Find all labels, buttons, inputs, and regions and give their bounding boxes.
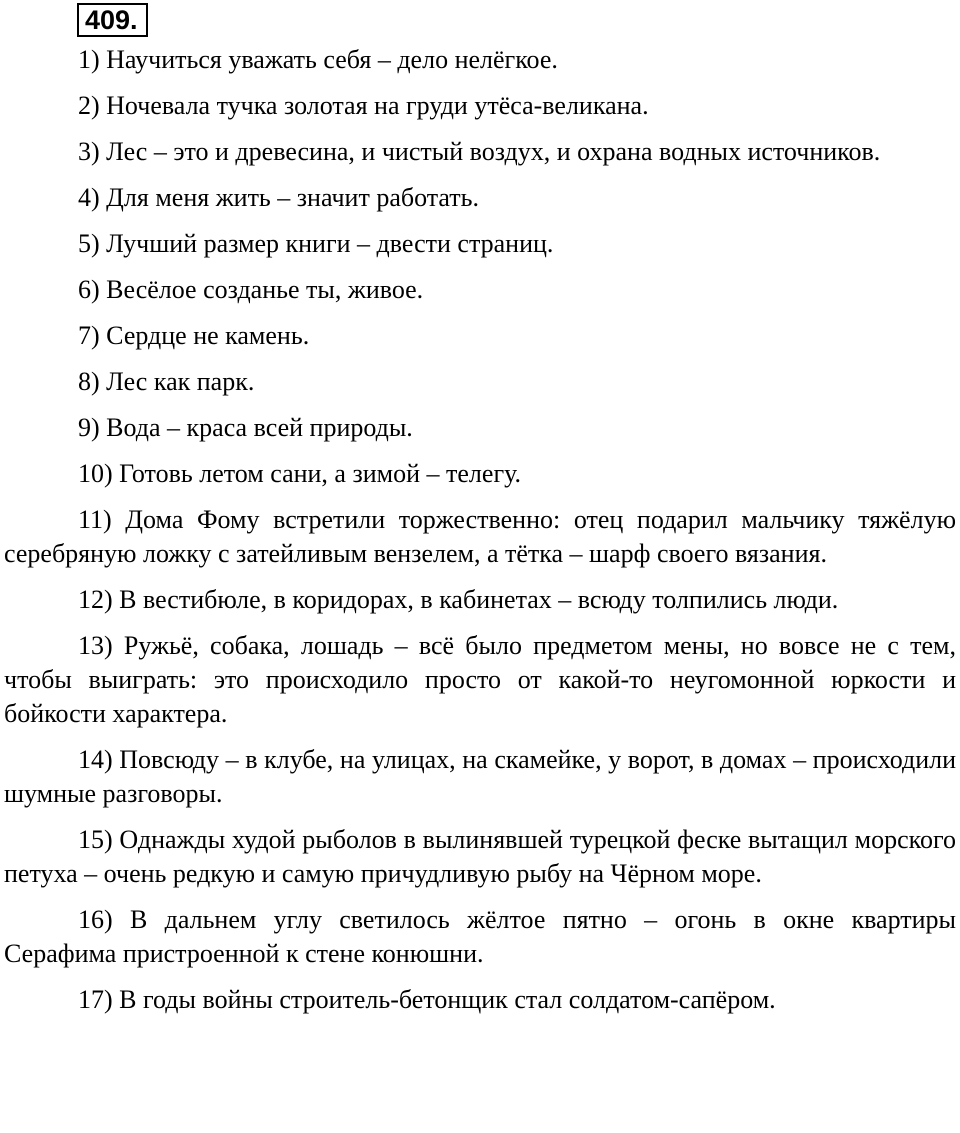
- sentence-14: 14) Повсюду – в клубе, на улицах, на скамейке, у ворот, в домах – происходили шумные разговоры.: [4, 745, 956, 808]
- exercise-number: 409.: [77, 3, 148, 37]
- sentence-11: 11) Дома Фому встретили торжественно: отец подарил мальчику тяжёлую серебряную ложку с затейливым вензелем, а тётка – шарф своего вязания.: [4, 505, 956, 568]
- sentence-15: 15) Однажды худой рыболов в вылинявшей турецкой феске вытащил морского петуха – очень редкую и самую причудливую рыбу на Чёрном море.: [4, 825, 956, 888]
- sentence-8: 8) Лес как парк.: [78, 367, 255, 396]
- sentence-5: 5) Лучший размер книги – двести страниц.: [78, 229, 554, 258]
- sentence-1: 1) Научиться уважать себя – дело нелёгкое.: [78, 45, 558, 74]
- sentence-2: 2) Ночевала тучка золотая на груди утёса-великана.: [78, 91, 649, 120]
- sentence-17: 17) В годы войны строитель-бетонщик стал солдатом-сапёром.: [78, 985, 776, 1014]
- sentence-7: 7) Сердце не камень.: [78, 321, 310, 350]
- sentence-12: 12) В вестибюле, в коридорах, в кабинетах – всюду толпились люди.: [78, 585, 839, 614]
- sentence-13: 13) Ружьё, собака, лошадь – всё было предметом мены, но вовсе не с тем, чтобы выиграть: это происходило просто от какой-то неугомонной юркости и бойкости характера.: [4, 631, 956, 728]
- sentence-3: 3) Лес – это и древесина, и чистый воздух, и охрана водных источников.: [78, 137, 881, 166]
- sentence-4: 4) Для меня жить – значит работать.: [78, 183, 480, 212]
- sentence-10: 10) Готовь летом сани, а зимой – телегу.: [78, 459, 522, 488]
- sentence-16: 16) В дальнем углу светилось жёлтое пятно – огонь в окне квартиры Серафима пристроенной к стене конюшни.: [4, 905, 956, 968]
- sentence-6: 6) Весёлое созданье ты, живое.: [78, 275, 424, 304]
- sentence-9: 9) Вода – краса всей природы.: [78, 413, 413, 442]
- sentence-list: [4, 43, 956, 1029]
